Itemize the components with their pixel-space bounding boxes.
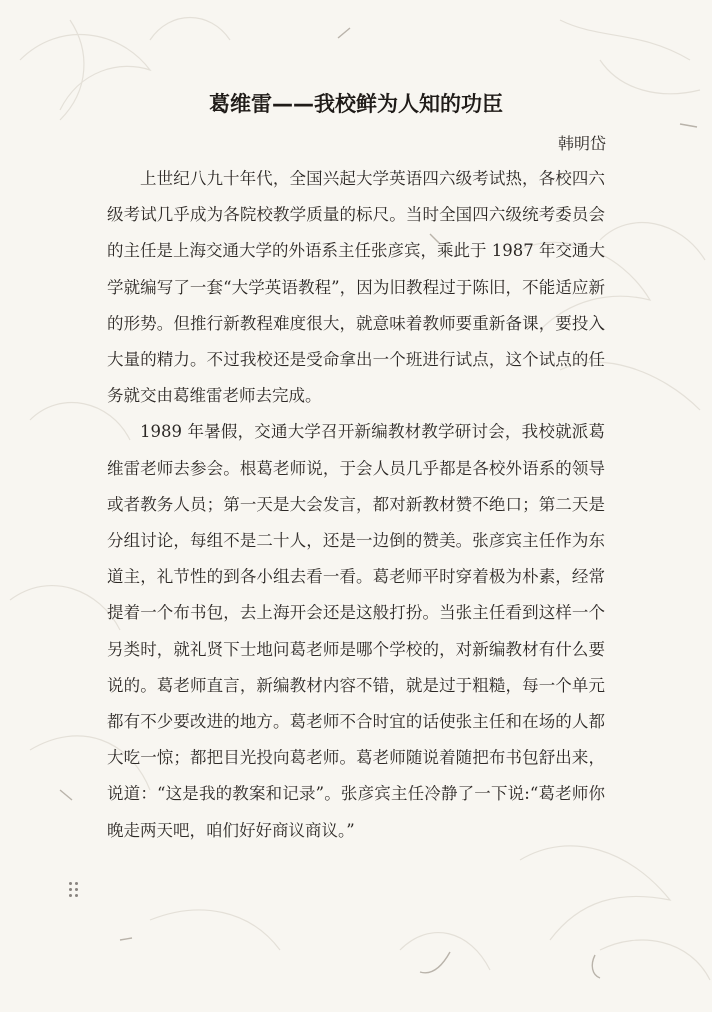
paragraph-2: 1989 年暑假，交通大学召开新编教材教学研讨会，我校就派葛维雷老师去参会。根葛老师说，于会人员几乎都是各校外语系的领导或者教务人员；第一天是大会发言，都对新教材赞不绝口；第二天是分组讨论，每组不是二十人，还是一边倒的赞美。张彦宾主任作为东道主，礼节性的到各小组去看一看。葛老师平时穿着极为朴素，经常提着一个布书包，去上海开会还是这般打扮。当张主任看到这样一个另类时，就礼贤下士地问葛老师是哪个学校的，对新编教材有什么要说的。葛老师直言，新编教材内容不错，就是过于粗糙，每一个单元都有不少要改进的地方。葛老师不合时宜的话使张主任和在场的人都大吃一惊；都把目光投向葛老师。葛老师随说着随把布书包舒出来，说道：“这是我的教案和记录”。张彦宾主任冷静了一下说:“葛老师你晚走两天吧，咱们好好商议商议。”	[107, 422, 605, 840]
drag-handle-icon[interactable]	[69, 882, 79, 898]
document-title: 葛维雷——我校鲜为人知的功臣	[209, 92, 503, 116]
paragraph-1: 上世纪八九十年代，全国兴起大学英语四六级考试热，各校四六级考试几乎成为各院校教学质量的标尺。当时全国四六级统考委员会的主任是上海交通大学的外语系主任张彦宾，乘此于 1987 年交通大学就编写了一套“大学英语教程”，因为旧教程过于陈旧，不能适应新的形势。但推行新教程难度很大，就意味着教师要重新备课，要投入大量的精力。不过我校还是受命拿出一个班进行试点，这个试点的任务就交由葛维雷老师去完成。	[107, 169, 605, 406]
document-body	[107, 161, 605, 849]
author-name: 韩明岱	[557, 134, 606, 153]
